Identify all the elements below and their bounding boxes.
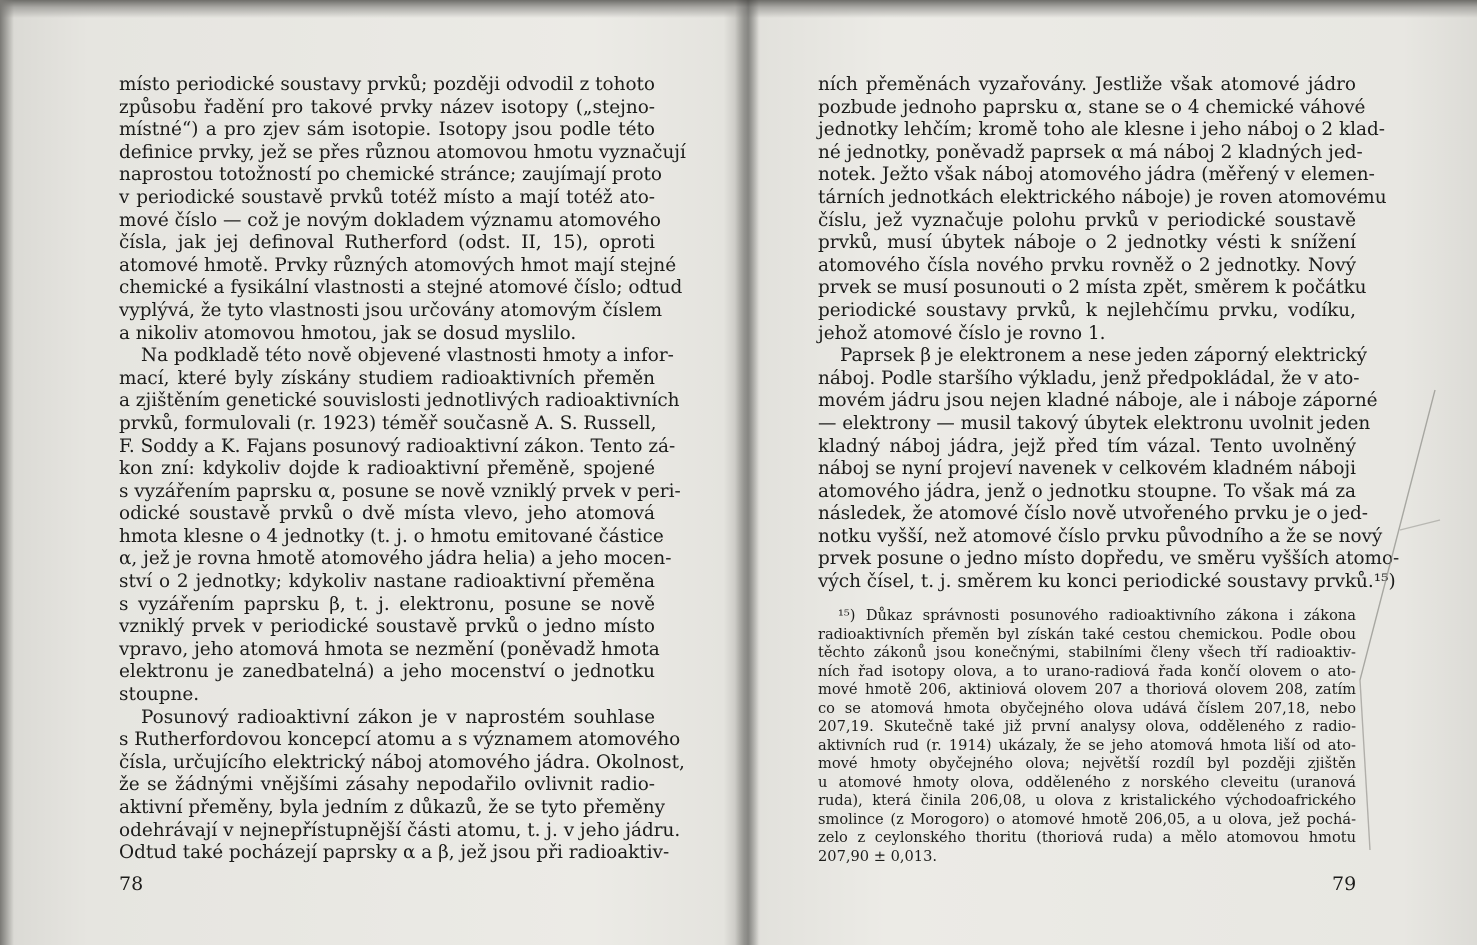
book-gutter-shadow: [735, 0, 759, 945]
right-page-text-line: náboj. Podle staršího výkladu, jenž předpokládal, že v ato-: [818, 367, 1360, 389]
right-page-text-line: atomového jádra, jenž o jednotku stoupne. To však má za: [818, 480, 1356, 502]
left-page-text-line: s vyzářením paprsku β, t. j. elektronu, posune se nově: [119, 593, 655, 615]
left-page-number: 78: [119, 873, 144, 895]
left-page-text-line: s Rutherfordovou koncepcí atomu a s významem atomového: [119, 729, 681, 751]
left-page-text-line: že se žádnými vnějšími zásahy nepodařilo ovlivnit radio-: [119, 774, 655, 796]
left-page-text-line: stoupne.: [119, 684, 200, 706]
left-page-text-line: Posunový radioaktivní zákon je v naprostém souhlase: [141, 706, 655, 728]
right-page-footnote: [818, 607, 1356, 866]
left-page-text-line: čísla, jak jej definoval Rutherford (odst. II, 15), oproti: [119, 232, 655, 254]
right-page-text-line: prvek se musí posunouti o 2 místa zpět, směrem k počátku: [818, 277, 1367, 299]
right-page-text-line: ních přeměnách vyzařovány. Jestliže však atomové jádro: [818, 74, 1356, 95]
right-page-text-line: prvek posune o jedno místo dopředu, ve směru vyšších atomo-: [818, 548, 1400, 570]
right-page-text-line: vých čísel, t. j. směrem ku konci periodické soustavy prvků.¹⁵): [818, 571, 1396, 593]
right-page-text-line: náboj se nyní projeví navenek v celkovém kladném náboji: [818, 458, 1356, 480]
left-page-body-text: [119, 74, 686, 865]
right-page-text-line: jednotky lehčím; kromě toho ale klesne i jeho náboj o 2 klad-: [818, 119, 1385, 141]
right-page-text-line: né jednotky, poněvadž paprsek α má náboj 2 kladných jed-: [818, 141, 1363, 163]
right-page-text-line: kladný náboj jádra, jejž před tím vázal. Tento uvolněný: [818, 435, 1356, 457]
left-page-text-line: aktivní přeměny, byla jedním z důkazů, že se tyto přeměny: [119, 797, 665, 818]
left-page-text-line: způsobu řadění pro takové prvky název isotopy („stejno-: [119, 96, 655, 118]
left-page-text-line: α, jež je rovna hmotě atomového jádra helia) a jeho mocen-: [119, 548, 672, 570]
left-page-text-line: definice prvky, jež se přes různou atomovou hmotu vyznačují: [119, 141, 686, 163]
left-page-text-line: Odtud také pocházejí paprsky α a β, jež jsou při radioaktiv-: [119, 842, 670, 864]
right-page-text-line: Paprsek β je elektronem a nese jeden záporný elektrický: [840, 345, 1368, 367]
left-page-text-line: a nikoliv atomovou hmotou, jak se dosud myslilo.: [119, 322, 577, 344]
right-page-text-line: movém jádru jsou nejen kladné náboje, ale i náboje záporné: [818, 390, 1378, 412]
left-page-text-line: vzniklý prvek v periodické soustavě prvků o jedno místo: [119, 616, 655, 638]
footnote-text-line: ¹⁵) Důkaz správnosti posunového radioaktivního zákona i zákona: [838, 607, 1356, 624]
footnote-text-line: 207,19. Skutečně také již první analysy olova, odděleného z radio-: [818, 718, 1356, 735]
left-page-text-line: atomové hmotě. Prvky různých atomových hmot mají stejné: [119, 254, 677, 276]
left-page-text-line: kon zní: kdykoliv dojde k radioaktivní přeměně, spojené: [119, 458, 655, 480]
left-page-text-line: chemické a fysikální vlastnosti a stejné atomové číslo; odtud: [119, 277, 683, 299]
left-page-text-line: a zjištěním genetické souvislosti jednotlivých radioaktivních: [119, 390, 680, 412]
left-page-text-line: místné“) a pro zjev sám isotopie. Isotopy jsou podle této: [119, 119, 655, 141]
right-page-body-text: [818, 74, 1400, 594]
right-page-text-line: následek, že atomové číslo nově utvořeného prvku je o jed-: [818, 503, 1369, 525]
right-page-text-line: notek. Ježto však náboj atomového jádra (měřený v elemen-: [818, 164, 1375, 186]
footnote-text-line: aktivních rud (r. 1914) ukázaly, že se jeho atomová hmota liší od ato-: [818, 736, 1356, 754]
right-page-text-line: — elektrony — musil takový úbytek elektronu uvolnit jeden: [818, 412, 1371, 434]
left-page-text-line: mací, které byly získány studiem radioaktivních přeměn: [119, 367, 655, 389]
left-page-text-line: prvků, formulovali (r. 1923) téměř současně A. S. Russell,: [119, 412, 657, 434]
left-page-text-line: místo periodické soustavy prvků; později odvodil z tohoto: [119, 74, 655, 95]
right-page-text-line: atomového čísla nového prvku rovněž o 2 jednotky. Nový: [818, 254, 1356, 276]
right-page-text-line: tárních jednotkách elektrického náboje) je roven atomovému: [818, 186, 1387, 208]
footnote-text-line: co se atomová hmota obyčejného olova udává číslem 207,18, nebo: [818, 699, 1356, 717]
footnote-text-line: smolince (z Morogoro) o atomové hmotě 206,05, a u olova, jež pochá-: [818, 810, 1356, 828]
footnote-text-line: u atomové hmoty olova, odděleného z norského cleveitu (uranová: [818, 773, 1356, 791]
footnote-text-line: ních řad isotopy olova, a to urano-radiová řada končí olovem o ato-: [818, 662, 1356, 680]
right-page-text-line: periodické soustavy prvků, k nejlehčímu prvku, vodíku,: [818, 299, 1356, 321]
left-page-text-line: odické soustavě prvků o dvě místa vlevo, jeho atomová: [119, 503, 655, 525]
footnote-text-line: těchto zákonů jsou konečnými, stabilními členy všech tří radioaktiv-: [818, 644, 1356, 661]
left-page-text-line: Na podkladě této nově objevené vlastnosti hmoty a infor-: [141, 345, 674, 367]
right-page-text-line: notku vyšší, než atomové číslo prvku původního a že se nový: [818, 525, 1383, 547]
left-page-text-line: v periodické soustavě prvků totéž místo a mají totéž ato-: [119, 186, 655, 208]
left-page-text-line: s vyzářením paprsku α, posune se nově vzniklý prvek v peri-: [119, 480, 681, 502]
right-page-number: 79: [1332, 873, 1357, 895]
left-page-text-line: F. Soddy a K. Fajans posunový radioaktivní zákon. Tento zá-: [119, 435, 676, 457]
right-page-text-line: pozbude jednoho paprsku α, stane se o 4 chemické váhové: [818, 96, 1366, 118]
left-page-text-line: odehrávají v nejnepřístupnější části atomu, t. j. v jeho jádru.: [119, 819, 681, 841]
right-page-text-line: jehož atomové číslo je rovno 1.: [818, 322, 1106, 344]
footnote-text-line: mové hmoty obyčejného olova; největší rozdíl byl později zjištěn: [818, 755, 1356, 772]
right-page-text-line: číslu, jež vyznačuje polohu prvků v periodické soustavě: [818, 209, 1356, 231]
book-left-edge-shadow: [0, 0, 14, 945]
left-page-text-line: čísla, určujícího elektrický náboj atomového jádra. Okolnost,: [119, 751, 685, 773]
footnote-text-line: radioaktivních přeměn byl získán také cestou chemickou. Podle obou: [818, 625, 1356, 643]
footnote-text-line: mové hmotě 206, aktiniová olovem 207 a thoriová olovem 208, zatím: [818, 681, 1356, 698]
footnote-text-line: 207,90 ± 0,013.: [818, 847, 937, 865]
footnote-text-line: zelo z ceylonského thoritu (thoriová ruda) a mělo atomovou hmotu: [818, 829, 1356, 846]
footnote-text-line: ruda), která činila 206,08, u olova z kristalického východoafrického: [818, 792, 1356, 809]
right-page-text-line: prvků, musí úbytek náboje o 2 jednotky vésti k snížení: [818, 232, 1356, 254]
left-page-text-line: vyplývá, že tyto vlastnosti jsou určovány atomovým číslem: [119, 299, 663, 321]
pencil-annotation-mark: [1340, 380, 1460, 860]
left-page-text-line: hmota klesne o 4 jednotky (t. j. o hmotu emitované částice: [119, 525, 664, 547]
left-page-text-line: mové číslo — což je novým dokladem významu atomového: [119, 209, 661, 231]
left-page-text-line: ství o 2 jednotky; kdykoliv nastane radioaktivní přeměna: [119, 571, 655, 593]
left-page-text-line: elektronu je zanedbatelná) a jeho mocenství o jednotku: [119, 661, 655, 683]
left-page-text-line: naprostou totožností po chemické stránce; zaujímají proto: [119, 164, 662, 186]
left-page-text-line: vpravo, jeho atomová hmota se nezmění (poněvadž hmota: [119, 638, 660, 660]
